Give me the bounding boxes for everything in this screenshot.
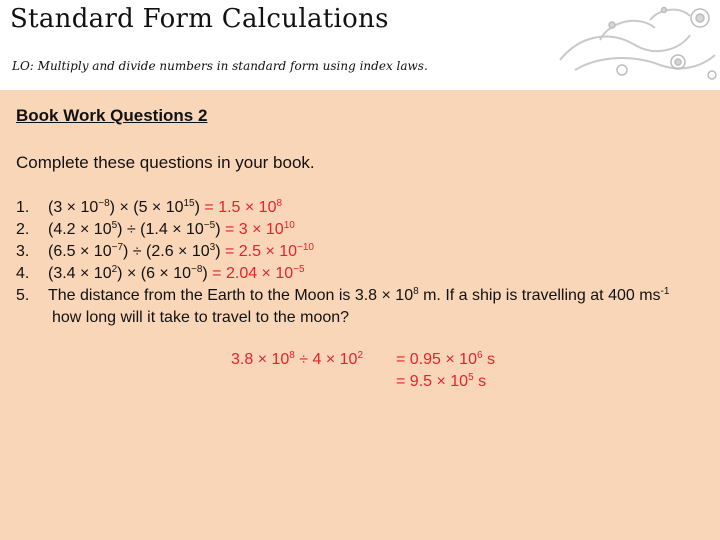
working-line-1: $3.8 \times 10^8 \div 4 \times 10^2$ — [231, 350, 364, 368]
question-5 — [16, 287, 669, 305]
section-heading: Book Work Questions 2 — [16, 106, 208, 125]
question-number: 4. — [16, 265, 30, 282]
working-result-1: = $0.95 \times 10^6$ s — [396, 350, 495, 368]
header — [0, 0, 720, 90]
question-number: 1. — [16, 199, 30, 216]
working-result-2: = $9.5 \times 10^5$ s — [396, 372, 487, 390]
question-number: 5. — [16, 287, 30, 304]
question-answer: = $3 \times 10^{10}$ — [220, 220, 295, 238]
question-answer: = $1.5 \times 10^8$ — [199, 198, 283, 216]
question-answer: = $2.5 \times 10^{-10}$ — [220, 242, 314, 260]
question-5-line-1: The distance from the Earth to the Moon is $3.8 \times 10^8$ m. If a ship is travelling at 400 $ms^{-1}$ — [48, 286, 670, 304]
question-expression: $(4.2 \times 10^5) \div (1.4 \times 10^{-5}) = 3 \times 10^{10}$ — [48, 220, 295, 238]
decorative-swirl-icon — [540, 0, 720, 90]
question-2 — [16, 221, 295, 239]
question-expression: $(6.5 \times 10^{-7}) \div (2.6 \times 10^3) = 2.5 \times 10^{-10}$ — [48, 242, 314, 260]
question-answer: = $2.04 \times 10^{-5}$ — [207, 264, 305, 282]
question-4 — [16, 265, 305, 283]
learning-objective: LO: Multiply and divide numbers in standard form using index laws. — [12, 59, 428, 73]
question-number: 2. — [16, 221, 30, 238]
question-expression: $(3 \times 10^{-8}) \times (5 \times 10^{15}) = 1.5 \times 10^8$ — [48, 198, 283, 216]
question-3 — [16, 243, 314, 261]
page-title: Standard Form Calculations — [10, 4, 389, 34]
question-number: 3. — [16, 243, 30, 260]
instruction-text: Complete these questions in your book. — [16, 153, 315, 172]
question-1 — [16, 199, 282, 217]
question-5-line-2: how long will it take to travel to the moon? — [52, 309, 350, 326]
question-expression: $(3.4 \times 10^2) \times (6 \times 10^{-8}) = 2.04 \times 10^{-5}$ — [48, 264, 305, 282]
